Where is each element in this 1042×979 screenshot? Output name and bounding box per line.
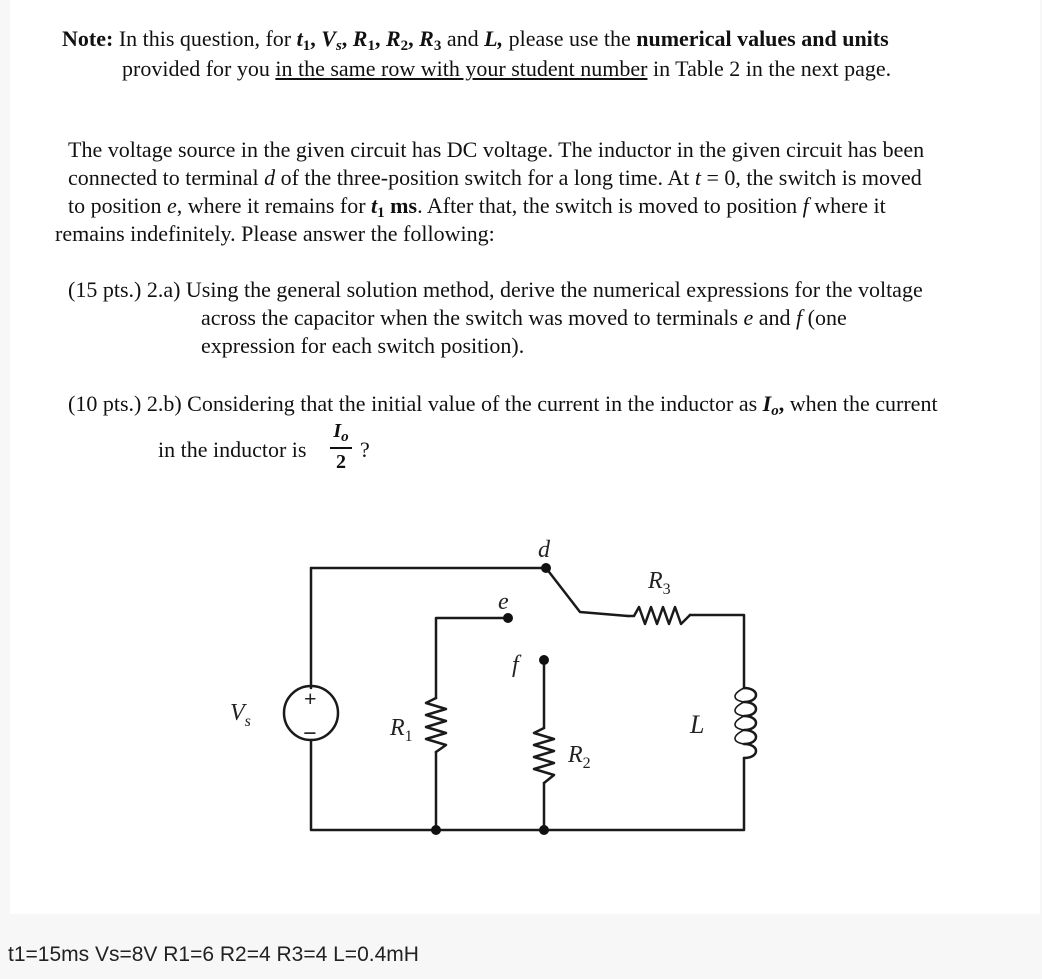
note-bold-tail: numerical values and units [636,26,889,51]
label-vs: $V_s$ [230,700,251,730]
note-line2-b: in Table 2 in the next page. [647,56,892,81]
r2-resistor [534,728,554,783]
source-plus: + [304,686,317,711]
frac-bar [330,447,352,449]
circuit-diagram [0,530,1042,850]
r1-resistor [426,698,446,752]
switch-blade [546,568,628,616]
source-minus: − [303,721,317,747]
frac-denominator: 2 [336,451,346,473]
qb-question-mark: ? [360,437,370,462]
node-r2-bottom [539,825,549,835]
note-line-2 [122,56,891,82]
note-underlined: in the same row with your student number [275,56,648,81]
para-line-4: remains indefinitely. Please answer the following: [55,221,495,246]
qa-line-1: (15 pts.) 2.a) Using the general solution method, derive the numerical expressions for the voltage [68,277,923,302]
label-r2: $R_2$ [568,742,591,772]
qb-line-1: (10 pts.) 2.b) Considering that the initial value of the current in the inductor as $I_o$, when the current [68,391,938,419]
qa-line-3: expression for each switch position). [201,333,525,358]
terminal-d [541,563,551,573]
qa-line-2: across the capacitor when the switch was moved to terminals e and f (one [201,305,847,330]
r1-wire [436,618,508,830]
para-line-2: connected to terminal d of the three-position switch for a long time. At t = 0, the switch is moved [68,165,922,190]
para-line-3: to position e, where it remains for $t_1$ ms. After that, the switch is moved to position f where it [68,193,886,221]
label-d: d [538,537,550,563]
note-line2-a: provided for you [122,56,276,81]
label-r3: $R_3$ [648,568,671,598]
given-values: t1=15ms Vs=8V R1=6 R2=4 R3=4 L=0.4mH [8,943,419,966]
label-r1: $R_1$ [390,715,413,745]
note-lead: Note: [62,26,114,51]
r3-resistor [628,607,690,624]
frac-numerator: $I_o$ [333,420,349,445]
para-line-1: The voltage source in the given circuit has DC voltage. The inductor in the given circuit has been [68,137,925,162]
label-e: e [498,589,509,615]
node-r1-bottom [431,825,441,835]
label-l: L [690,710,705,739]
note-text-a: In this question, for [113,26,297,51]
qb-line-2: in the inductor is [158,437,307,462]
label-f: f [512,652,519,678]
note-line-1 [62,26,889,52]
note-l: L, [484,26,504,51]
note-text-b: please use the [503,26,637,51]
note-vars: $t_1$, $V_s$, $R_1$, $R_2$, $R_3$ [296,26,442,54]
outer-wire [311,568,744,830]
terminal-f [539,655,549,665]
note-and: and [441,26,485,51]
inductor-loops [735,688,744,744]
inductor-coil [744,688,756,758]
